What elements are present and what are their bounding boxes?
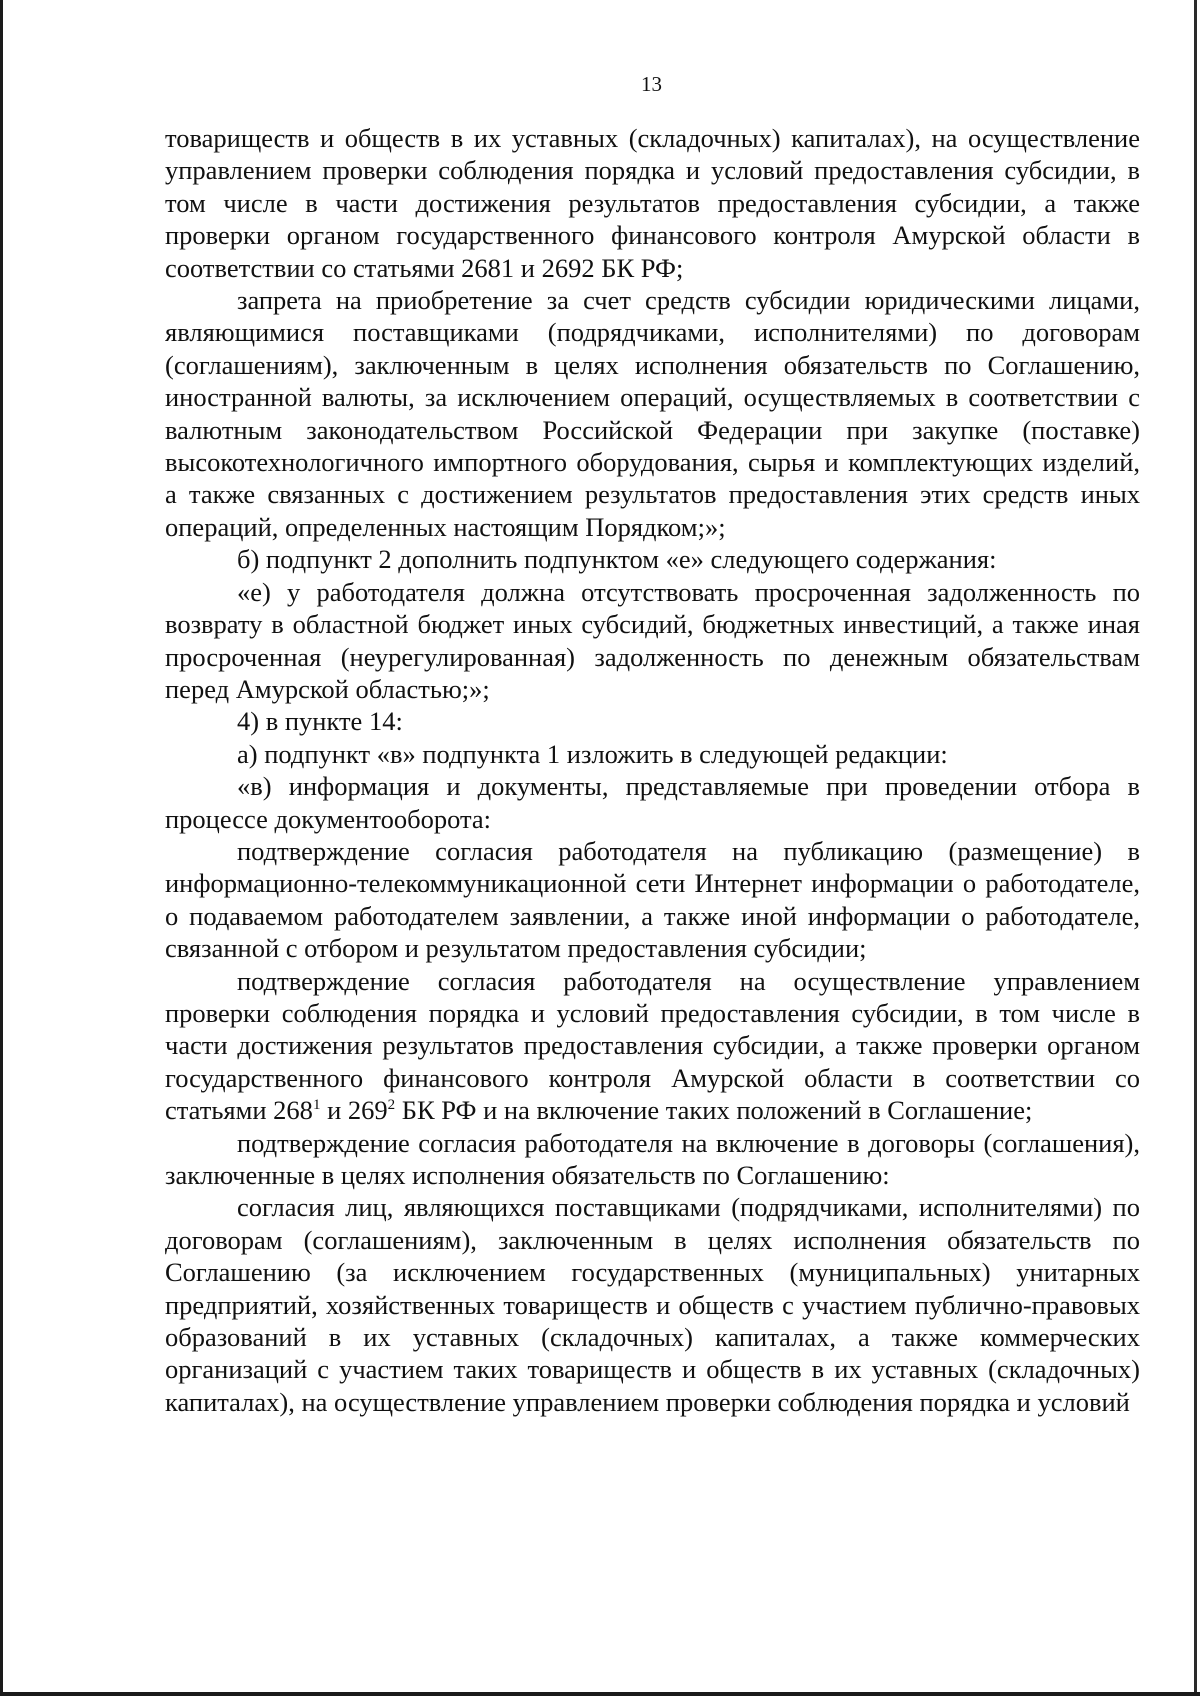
paragraph-text: БК РФ и на включение таких положений в Соглашение; bbox=[395, 1095, 1033, 1126]
superscript: 2 bbox=[387, 1097, 396, 1114]
paragraph: а) подпункт «в» подпункта 1 изложить в следующей редакции: bbox=[237, 738, 948, 769]
paragraph: подтверждение согласия работодателя на публикацию (размещение) в информационно-телекоммуникационной сети Интернет информации о работодателе, о подаваемом работодателем заявлении, а также иной информации о работодателе, связанной с отбором и результатом предоставления субсидии; bbox=[165, 835, 1140, 964]
paragraph: запрета на приобретение за счет средств субсидии юридическими лицами, являющимися поставщиками (подрядчиками, исполнителями) по договорам (соглашениям), заключенным в целях исполнения обязательств по Соглашению, иностранной валюты, за исключением операций, осуществляемых в соответствии с валютным законодательством Российской Федерации при закупке (поставке) высокотехнологичного импортного оборудования, сырья и комплектующих изделий, а также связанных с достижением результатов предоставления этих средств иных операций, определенных настоящим Порядком;»; bbox=[165, 285, 1140, 542]
paragraph: 4) в пункте 14: bbox=[237, 706, 403, 737]
page-number: 13 bbox=[641, 72, 662, 96]
superscript: 1 bbox=[312, 1097, 321, 1114]
paragraph-text: подтверждение согласия работодателя на осуществление управлением проверки соблюдения порядка и условий предоставления субсидии, в том числе в части достижения результатов предоставления субсидии, а также проверки органом государственного финансового контроля Амурской области в соответствии со статьями 268 bbox=[165, 965, 1140, 1126]
scan-border-left bbox=[0, 0, 3, 1696]
scan-border-bottom bbox=[0, 1692, 1200, 1696]
paragraph: согласия лиц, являющихся поставщиками (подрядчиками, исполнителями) по договорам (соглашениям), заключенным в целях исполнения обязательств по Соглашению (за исключением государственных (муниципальных) унитарных предприятий, хозяйственных товариществ и обществ с участием публично-правовых образований в их уставных (складочных) капиталах, а также коммерческих организаций с участием таких товариществ и обществ в их уставных (складочных) капиталах), на осуществление управлением проверки соблюдения порядка и условий bbox=[165, 1192, 1140, 1417]
paragraph: «в) информация и документы, представляемые при проведении отбора в процессе документооборота: bbox=[165, 771, 1140, 834]
paragraph: «е) у работодателя должна отсутствовать просроченная задолженность по возврату в областной бюджет иных субсидий, бюджетных инвестиций, а также иная просроченная (неурегулированная) задолженность по денежным обязательствам перед Амурской областью;»; bbox=[165, 576, 1140, 704]
paragraph-with-superscripts bbox=[165, 965, 1140, 1127]
paragraph: подтверждение согласия работодателя на включение в договоры (соглашения), заключенные в целях исполнения обязательств по Соглашению: bbox=[165, 1127, 1140, 1190]
document-body bbox=[165, 122, 1140, 1418]
scan-border-right bbox=[1194, 0, 1197, 1696]
paragraph: б) подпункт 2 дополнить подпунктом «е» следующего содержания: bbox=[237, 544, 997, 575]
paragraph-text: и 269 bbox=[320, 1095, 388, 1126]
paragraph: товариществ и обществ в их уставных (складочных) капиталах), на осуществление управлением проверки соблюдения порядка и условий предоставления субсидии, в том числе в части достижения результатов предоставления субсидии, а также проверки органом государственного финансового контроля Амурской области в соответствии со статьями 2681 и 2692 БК РФ; bbox=[165, 123, 1140, 283]
